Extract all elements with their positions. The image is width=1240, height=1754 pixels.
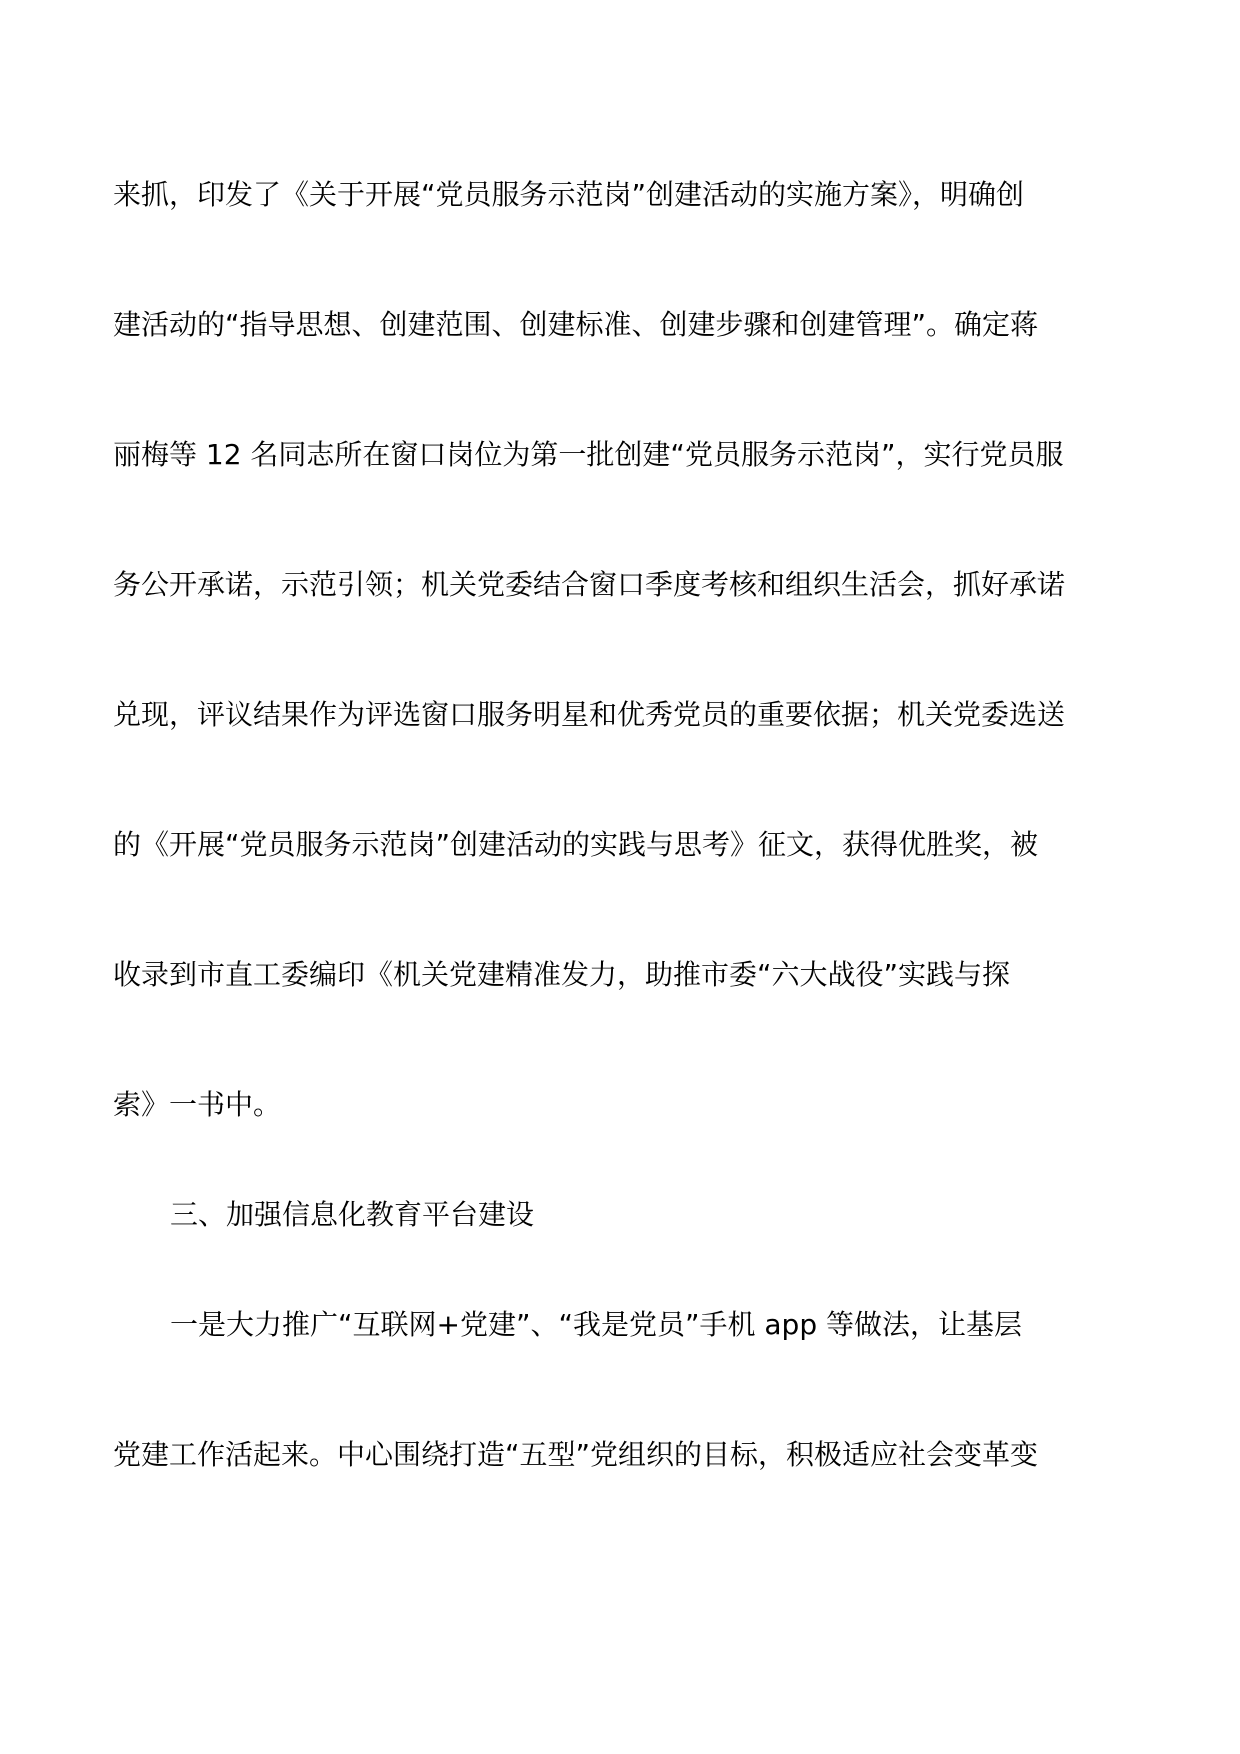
paragraph-line: 丽梅等 12 名同志所在窗口岗位为第一批创建“党员服务示范岗”，实行党员服 (113, 438, 1064, 471)
paragraph-line: 一是大力推广“互联网+党建”、“我是党员”手机 app 等做法，让基层 (170, 1308, 1022, 1341)
paragraph-line: 索》一书中。 (113, 1088, 282, 1121)
paragraph-line: 的《开展“党员服务示范岗”创建活动的实践与思考》征文，获得优胜奖，被 (113, 828, 1039, 861)
paragraph-line: 务公开承诺，示范引领；机关党委结合窗口季度考核和组织生活会，抓好承诺 (113, 568, 1066, 601)
paragraph-line: 收录到市直工委编印《机关党建精准发力，助推市委“六大战役”实践与探 (113, 958, 1011, 991)
paragraph-line: 来抓，印发了《关于开展“党员服务示范岗”创建活动的实施方案》，明确创 (113, 178, 1025, 211)
paragraph-line: 党建工作活起来。中心围绕打造“五型”党组织的目标，积极适应社会变革变 (113, 1438, 1039, 1471)
paragraph-line: 兑现，评议结果作为评选窗口服务明星和优秀党员的重要依据；机关党委选送 (113, 698, 1066, 731)
section-heading: 三、加强信息化教育平台建设 (170, 1198, 535, 1231)
paragraph-line: 建活动的“指导思想、创建范围、创建标准、创建步骤和创建管理”。确定蒋 (113, 308, 1039, 341)
